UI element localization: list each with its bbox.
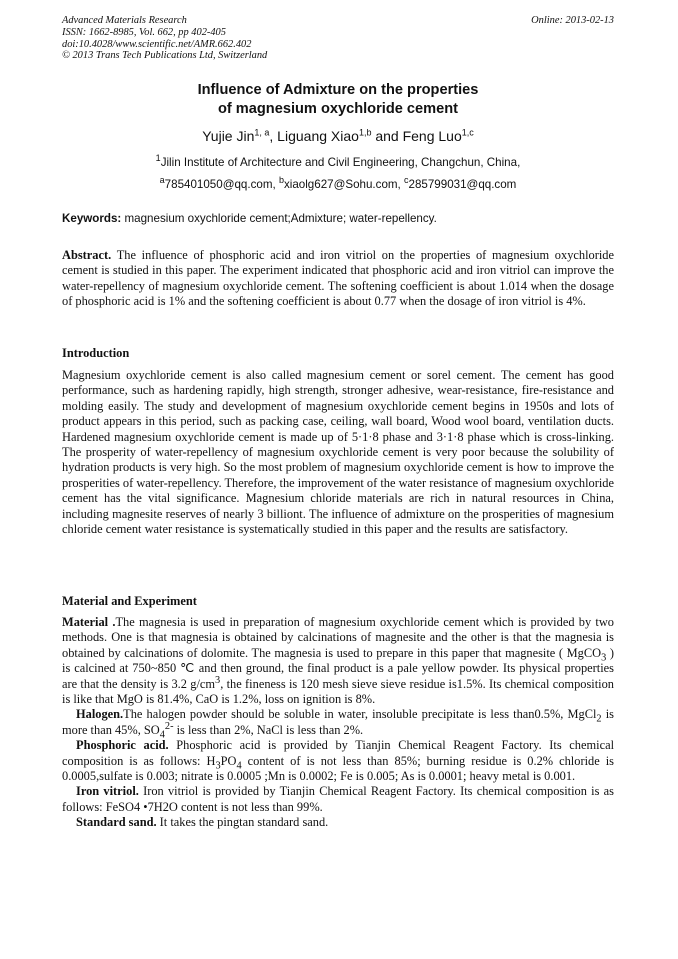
- author-emails: [62, 175, 614, 191]
- author-affil-mark: 1,b: [358, 127, 372, 138]
- run-in-heading: Halogen.: [76, 707, 124, 722]
- author-affil-mark: 1, a: [254, 127, 270, 138]
- paragraph-standard-sand: [62, 815, 614, 830]
- text-run: The magnesia is used in preparation of magnesium oxychloride cement which is provided by two methods. One is that magnesia is obtained by calcinations of magnesite and the other is that the magnesia is obtained by calcinations of dolomite. The magnesia is used to prepare in this paper that magnesite ( MgCO: [62, 615, 614, 660]
- author-name: and Feng Luo: [371, 128, 462, 144]
- abstract-text: The influence of phosphoric acid and iron vitriol on the properties of magnesium oxychloride cement is studied in this paper. The experiment indicated that phosphoric acid and iron vitriol can improve the water-repellency of magnesium oxychloride cement. The softening coefficient is about 1.014 when the dosage of phosphoric acid is 1% and the softening coefficient is about 0.77 when the dosage of iron vitriol is 4%.: [62, 248, 614, 309]
- email-mark: b: [278, 175, 284, 186]
- issn-line: ISSN: 1662-8985, Vol. 662, pp 402-405: [62, 26, 226, 38]
- affil-text: Jilin Institute of Architecture and Civil Engineering, Changchun, China,: [160, 156, 521, 169]
- section-heading-material: Material and Experiment: [62, 594, 197, 608]
- keywords-text: magnesium oxychloride cement;Admixture; water-repellency.: [121, 212, 437, 225]
- journal-header: [62, 15, 614, 62]
- paper-title: [62, 81, 614, 119]
- abstract-label: Abstract.: [62, 248, 112, 262]
- keywords: [62, 212, 614, 225]
- email-mark: a: [159, 175, 165, 186]
- email: xiaolg627@Sohu.com,: [283, 178, 405, 191]
- text-run: It takes the pingtan standard sand.: [156, 815, 329, 830]
- subscript: 4: [236, 760, 242, 772]
- subscript: 2: [596, 713, 602, 725]
- subscript: 4: [159, 729, 165, 741]
- subscript: 3: [215, 760, 221, 772]
- paragraph-phosphoric-acid: [62, 738, 614, 784]
- text-run: Phosphoric acid is provided by Tianjin Chemical Reagent Factory. Its chemical composition is as follows: H: [62, 738, 615, 768]
- author-name: , Liguang Xiao: [269, 128, 359, 144]
- paragraph-iron-vitriol: [62, 784, 614, 815]
- copyright-line: © 2013 Trans Tech Publications Ltd, Switzerland: [62, 50, 268, 62]
- section-heading-introduction: Introduction: [62, 346, 130, 360]
- paragraph-halogen: [62, 707, 614, 741]
- text-run: PO: [220, 753, 237, 768]
- keywords-label: Keywords:: [62, 212, 122, 225]
- run-in-heading: Iron vitriol.: [76, 784, 139, 799]
- title-line-1: Influence of Admixture on the properties: [197, 82, 479, 98]
- run-in-heading: Phosphoric acid.: [76, 738, 169, 753]
- abstract: [62, 248, 614, 310]
- affil-mark: 1: [155, 153, 161, 164]
- email: 785401050@qq.com,: [164, 178, 279, 191]
- text-run: The halogen powder should be soluble in water, insoluble precipitate is less than0.5%, MgCl: [123, 707, 597, 722]
- email-mark: c: [404, 175, 409, 186]
- introduction-text: Magnesium oxychloride cement is also called magnesium cement or sorel cement. The cement has good performance, such as hardening rapidly, high strength, stronger adhesive, wear-resistance, fire-resistance and molding easily. The study and development of magnesium oxychloride cement begins in 1950s and lots of product appears in this period, such as packing case, ceiling, wall board, Wood wool board, ventilation ducts. Hardened magnesium oxychloride cement is made up of 5·1·8 phase and 3·1·8 phase which is cross-linking. The prosperity of water-repellency of magnesium oxychloride cement is very poor because the solubility of hydration products is very high. So the most problem of magnesium oxychloride cement is how to improve the prosperities of water-repellency. Therefore, the improvement of the water resistance of magnesium oxychloride cement has the vital significance. Magnesium chloride materials are rich in natural resources in China, including magnesite reserves of nearly 3 billiont. The influence of admixture on the prosperities of magnesium chloride cement water resistance is systematically studied in this paper and the results are satisfactory.: [62, 368, 614, 537]
- text-run: ) is calcined at 750~850 ℃ and then ground, the final product is a pale yellow powder. Its physical properties are that the density is 3.2 g/cm: [62, 645, 614, 691]
- online-date: Online: 2013-02-13: [531, 15, 614, 26]
- text-run: , the fineness is 120 mesh sieve sieve residue is1.5%. Its chemical composition is like that MgO is 81.4%, CaO is 1.2%, loss on ignition is 8%.: [62, 676, 614, 707]
- author-name: Yujie Jin: [202, 128, 255, 144]
- superscript: 2-: [164, 720, 174, 732]
- superscript: 3: [215, 674, 221, 686]
- text-run: content of is not less than 85%; burning residue is 0.2% chloride is 0.0005,sulfate is 0.003; nitrate is 0.0005 ;Mn is 0.0002; Fe is 0.005; As is 0.0001; heavy metal is 0.001.: [62, 753, 614, 784]
- title-line-2: of magnesium oxychloride cement: [217, 101, 459, 117]
- journal-name: Advanced Materials Research: [62, 15, 187, 26]
- author-list: [62, 128, 614, 144]
- run-in-heading: Material .: [62, 615, 116, 629]
- text-run: Iron vitriol is provided by Tianjin Chemical Reagent Factory. Its chemical composition is as follows: FeSO4 •7H2O content is not less than 99%.: [62, 784, 614, 814]
- affiliation: [62, 153, 614, 169]
- subscript: 3: [601, 652, 607, 664]
- paragraph-material: [62, 615, 614, 707]
- text-run: is less than 2%, NaCl is less than 2%.: [173, 722, 364, 737]
- author-affil-mark: 1,c: [461, 127, 474, 138]
- text-run: is more than 45%, SO: [62, 707, 614, 737]
- doi-line: doi:10.4028/www.scientific.net/AMR.662.402: [62, 38, 252, 50]
- email: 285799031@qq.com: [408, 178, 517, 191]
- run-in-heading: Standard sand.: [76, 815, 157, 830]
- material-section: [62, 615, 614, 831]
